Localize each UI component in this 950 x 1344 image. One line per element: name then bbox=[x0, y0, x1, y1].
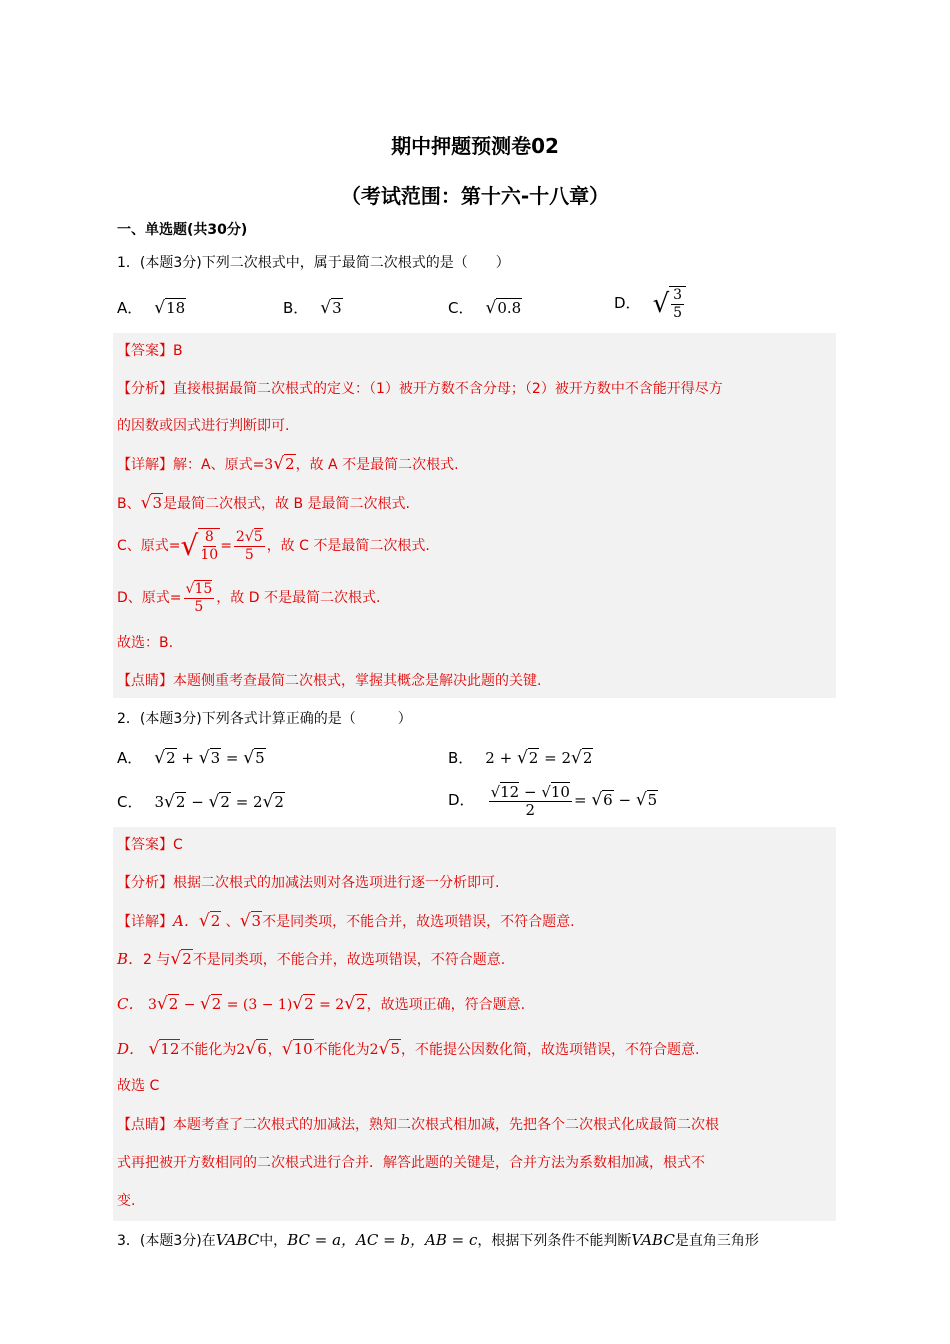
q2-stem: 2．(本题3分)下列各式计算正确的是（ ） bbox=[117, 711, 412, 727]
q1-detail-d: D、原式= $\frac{√15}{5}$ ，故 D 不是最简二次根式. bbox=[117, 580, 381, 615]
q2-detail-d: D． √12不能化为2√6，√10不能化为2√5，不能提公因数化简，故选项错误，不符合题意. bbox=[117, 1039, 700, 1059]
q1-option-a[interactable]: A． √18 bbox=[117, 298, 186, 318]
q3-stem: 3．(本题3分)在VABC中，BC = a，AC = b，AB = c，根据下列条件不能判断VABC是直角三角形 bbox=[117, 1231, 759, 1249]
q2-detail-c: C． 3√2 − √2 = (3 − 1)√2 = 2√2，故选项正确，符合题意. bbox=[117, 994, 526, 1014]
q1-detail-b: B、√3是最简二次根式，故 B 是最简二次根式. bbox=[117, 493, 410, 513]
q1-choose: 故选：B. bbox=[117, 635, 174, 651]
q1-answer: 【答案】B bbox=[117, 343, 183, 359]
q1-detail-a: 【详解】解：A、原式=3√2，故 A 不是最简二次根式. bbox=[117, 454, 459, 474]
q2-analysis: 【分析】根据二次根式的加减法则对各选项进行逐一分析即可. bbox=[117, 875, 500, 891]
q2-option-d[interactable]: D． $\frac{√12 - √10}{2}$ = √6 − √5 bbox=[448, 782, 658, 819]
q1-analysis: 【分析】直接根据最简二次根式的定义：（1）被开方数不含分母；（2）被开方数中不含能开得尽方 bbox=[117, 381, 723, 397]
q1-analysis-cont: 的因数或因式进行判断即可. bbox=[117, 418, 290, 434]
q2-option-b[interactable]: B． 2 + √2 = 2√2 bbox=[448, 748, 593, 768]
page-subtitle: （考试范围：第十六-十八章） bbox=[340, 184, 610, 208]
q1-stem: 1．(本题3分)下列二次根式中，属于最简二次根式的是（ ） bbox=[117, 255, 510, 271]
q2-option-c[interactable]: C． 3√2 − √2 = 2√2 bbox=[117, 792, 284, 812]
q1-comment: 【点睛】本题侧重考查最简二次根式，掌握其概念是解决此题的关键. bbox=[117, 673, 542, 689]
q2-detail-b: B．2 与√2不是同类项，不能合并，故选项错误，不符合题意. bbox=[117, 949, 506, 969]
q1-option-c[interactable]: C． √0.8 bbox=[448, 298, 522, 318]
q2-comment-cont2: 变. bbox=[117, 1193, 136, 1209]
q1-detail-c: C、原式=√ $\frac{8}{10}$ = $\frac{2√5}{5}$ ，故 C 不是最简二次根式. bbox=[117, 528, 430, 563]
q2-option-a[interactable]: A． √2 + √3 = √5 bbox=[117, 748, 265, 768]
q1-option-d[interactable]: D． √ $\frac{3}{5}$ bbox=[614, 286, 686, 322]
page-title: 期中押题预测卷02 bbox=[391, 134, 559, 158]
q2-comment-cont1: 式再把被开方数相同的二次根式进行合并．解答此题的关键是，合并方法为系数相加减，根式不 bbox=[117, 1155, 705, 1171]
q2-detail-a: 【详解】A．√2 、√3不是同类项，不能合并，故选项错误，不符合题意. bbox=[117, 911, 575, 931]
q1-option-b[interactable]: B． √3 bbox=[283, 298, 342, 318]
q2-answer: 【答案】C bbox=[117, 837, 183, 853]
section-heading: 一、单选题(共30分) bbox=[117, 222, 248, 238]
q2-comment: 【点睛】本题考查了二次根式的加减法，熟知二次根式相加减，先把各个二次根式化成最简二次根 bbox=[117, 1117, 719, 1133]
q2-choose: 故选 C bbox=[117, 1078, 160, 1094]
